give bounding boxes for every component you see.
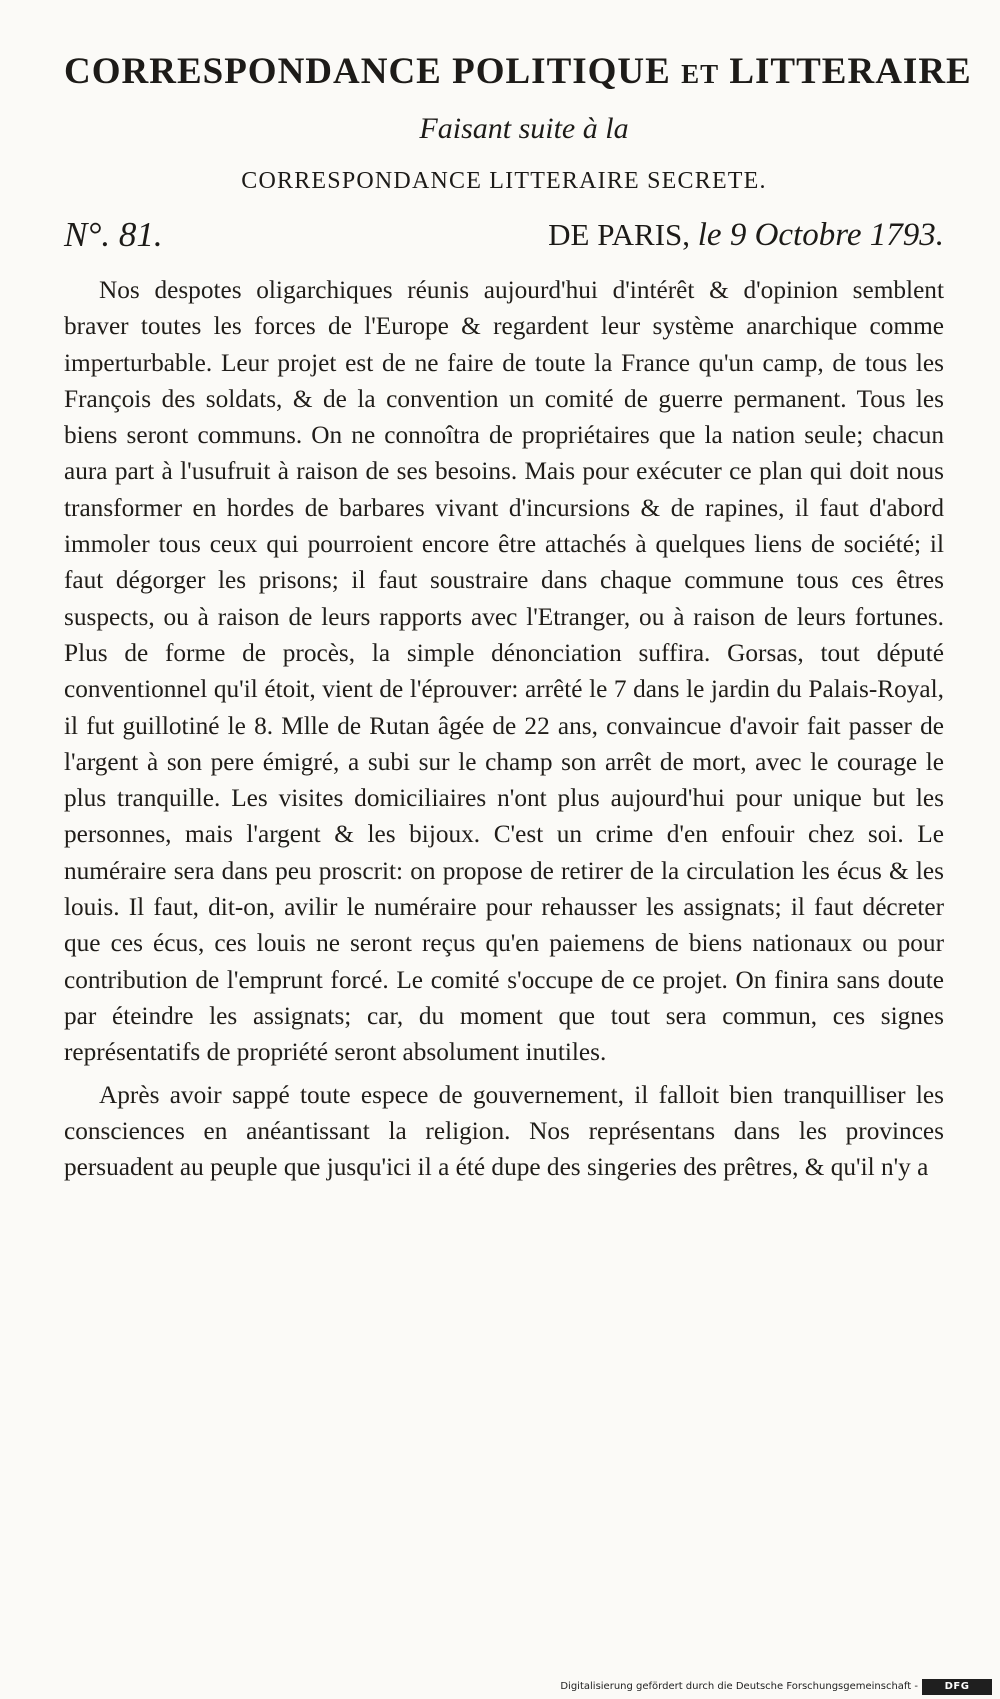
journal-title-end: LITTERAIRE	[729, 51, 972, 92]
journal-title	[64, 50, 972, 96]
journal-title-main: CORRESPONDANCE POLITIQUE	[64, 51, 671, 92]
journal-subtitle: Faisant suite à la	[419, 112, 629, 145]
date: le 9 Octobre 1793.	[697, 217, 944, 253]
dfg-logo: DFG	[922, 1679, 992, 1695]
issue-number: N°. 81.	[64, 215, 163, 254]
journal-title-conjunction: ET	[681, 59, 720, 89]
dateline	[64, 212, 944, 262]
digitization-credit: Digitalisierung gefördert durch die Deutsche Forschungsgemeinschaft -	[560, 1681, 918, 1692]
article-body	[64, 272, 944, 1185]
paragraph: Nos despotes oligarchiques réunis aujourd'hui d'intérêt & d'opinion semblent braver toutes les forces de l'Europe & regardent leur système anarchique comme imperturbable. Leur projet est de ne faire de toute la France qu'un camp, de tous les François des soldats, & de la convention un comité de guerre permanent. Tous les biens seront communs. On ne connoîtra de propriétaires que la nation seule; chacun aura part à l'usufruit à raison de ses besoins. Mais pour exécuter ce plan qui doit nous transformer en hordes de barbares vivant d'incursions & de rapines, il faut d'abord immoler tous ceux qui pourroient encore être attachés à quelques liens de société; il faut dégorger les prisons; il faut soustraire dans chaque commune tous ces êtres suspects, ou à raison de leurs rapports avec l'Etranger, ou à raison de leurs fortunes. Plus de forme de procès, la simple dénonciation suffira. Gorsas, tout député conventionnel qu'il étoit, vient de l'éprouver: arrêté le 7 dans le jardin du Palais-Royal, il fut guillotiné le 8. Mlle de Rutan âgée de 22 ans, convaincue d'avoir fait passer de l'argent à son pere émigré, a subi sur le champ son arrêt de mort, avec le courage le plus tranquille. Les visites domiciliaires n'ont plus aujourd'hui pour unique but les personnes, mais l'argent & les bijoux. C'est un crime d'en enfouir chez soi. Le numéraire sera dans peu proscrit: on propose de retirer de la circulation les écus & les louis. Il faut, dit-on, avilir le numéraire pour rehausser les assignats; il faut décreter que ces écus, ces louis ne seront reçus qu'en paiemens de biens nationaux ou pour contribution de l'emprunt forcé. Le comité s'occupe de ce projet. On finira sans doute par éteindre les assignats; car, du moment que tout sera commun, ces signes représentatifs de propriété seront absolument inutiles.	[64, 276, 944, 1067]
paragraph: Après avoir sappé toute espece de gouvernement, il falloit bien tranquilliser les consciences en anéantissant la religion. Nos représentans dans les provinces persuadent au peuple que jusqu'ici il a été dupe des singeries des prêtres, & qu'il n'y a	[64, 1080, 944, 1182]
place-date	[548, 212, 944, 258]
document-page	[64, 50, 972, 1185]
series-title: CORRESPONDANCE LITTERAIRE SECRETE.	[241, 168, 767, 194]
place: DE PARIS,	[548, 217, 691, 252]
